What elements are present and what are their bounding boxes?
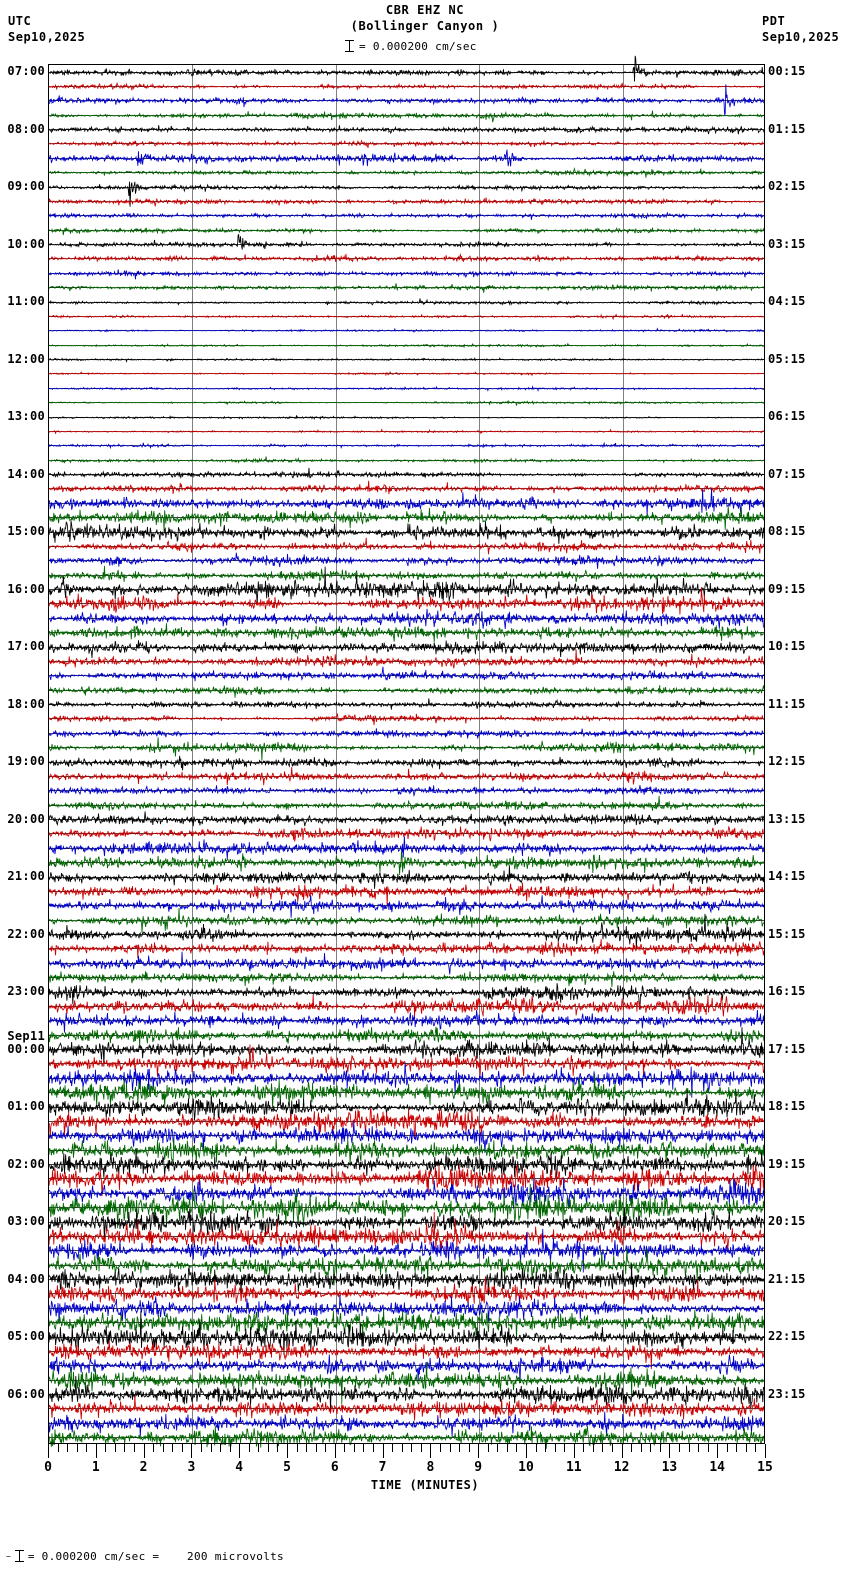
pdt-time-label-2315: 23:15 (768, 1386, 806, 1401)
utc-time-label-0200: 02:00 (7, 1156, 45, 1171)
utc-time-label-1600: 16:00 (7, 581, 45, 596)
minor-tick (698, 1444, 699, 1452)
minor-tick (679, 1444, 680, 1452)
pdt-time-label-0015: 00:15 (768, 64, 806, 79)
minor-tick (373, 1444, 374, 1452)
utc-time-label-0000: 00:00 (7, 1041, 45, 1056)
utc-time-label-1900: 19:00 (7, 754, 45, 769)
minor-tick (201, 1444, 202, 1452)
minor-tick (134, 1444, 135, 1452)
minor-tick (536, 1444, 537, 1452)
minor-tick (211, 1444, 212, 1452)
major-tick-9 (478, 1444, 479, 1458)
pdt-time-label-0715: 07:15 (768, 466, 806, 481)
minor-tick (708, 1444, 709, 1452)
pdt-time-label-2015: 20:15 (768, 1214, 806, 1229)
major-tick-3 (191, 1444, 192, 1458)
pdt-time-label-0815: 08:15 (768, 524, 806, 539)
minor-tick (612, 1444, 613, 1452)
footer-scale-note (6, 1549, 284, 1563)
utc-time-label-1200: 12:00 (7, 351, 45, 366)
footer-marker-icon: ~ (6, 1551, 11, 1561)
pdt-time-label-1315: 13:15 (768, 811, 806, 826)
scale-reference-text: = 0.000200 cm/sec (359, 39, 477, 53)
minor-tick (325, 1444, 326, 1452)
utc-time-label-0100: 01:00 (7, 1099, 45, 1114)
pdt-time-label-2215: 22:15 (768, 1329, 806, 1344)
utc-date-label: Sep10,2025 (8, 30, 86, 44)
major-tick-11 (574, 1444, 575, 1458)
major-tick-13 (669, 1444, 670, 1458)
pdt-time-label-2115: 21:15 (768, 1271, 806, 1286)
utc-time-label-1100: 11:00 (7, 294, 45, 309)
minor-tick (516, 1444, 517, 1452)
pdt-time-label-1015: 10:15 (768, 639, 806, 654)
pdt-time-label-0915: 09:15 (768, 581, 806, 596)
x-tick-label-7: 7 (378, 1460, 387, 1475)
minor-tick (736, 1444, 737, 1452)
utc-time-label-0600: 06:00 (7, 1386, 45, 1401)
minor-tick (583, 1444, 584, 1452)
x-tick-label-10: 10 (518, 1460, 534, 1475)
minor-tick (306, 1444, 307, 1452)
pdt-time-label-1115: 11:15 (768, 696, 806, 711)
utc-timezone-label: UTC (8, 14, 32, 28)
pdt-time-axis (768, 0, 850, 1584)
x-tick-label-13: 13 (661, 1460, 678, 1475)
x-tick-label-4: 4 (235, 1460, 244, 1475)
minor-tick (631, 1444, 632, 1452)
minor-tick (488, 1444, 489, 1452)
minor-tick (459, 1444, 460, 1452)
pdt-time-label-1915: 19:15 (768, 1156, 806, 1171)
utc-time-label-1500: 15:00 (7, 524, 45, 539)
x-tick-label-3: 3 (187, 1460, 196, 1475)
pdt-date-label: Sep10,2025 (762, 30, 840, 44)
minor-tick (555, 1444, 556, 1452)
minor-tick (268, 1444, 269, 1452)
minor-tick (153, 1444, 154, 1452)
utc-time-label-1300: 13:00 (7, 409, 45, 424)
minor-tick (354, 1444, 355, 1452)
pdt-time-label-0315: 03:15 (768, 236, 806, 251)
minor-tick (220, 1444, 221, 1452)
minor-tick (497, 1444, 498, 1452)
pdt-time-label-0415: 04:15 (768, 294, 806, 309)
major-tick-4 (239, 1444, 240, 1458)
minor-tick (602, 1444, 603, 1452)
major-tick-12 (622, 1444, 623, 1458)
minor-tick (727, 1444, 728, 1452)
major-tick-2 (144, 1444, 145, 1458)
minor-tick (58, 1444, 59, 1452)
minor-tick (755, 1444, 756, 1452)
minor-tick (277, 1444, 278, 1452)
utc-time-label-0500: 05:00 (7, 1329, 45, 1344)
minor-tick (172, 1444, 173, 1452)
utc-time-label-2100: 21:00 (7, 869, 45, 884)
minor-tick (641, 1444, 642, 1452)
minor-tick (363, 1444, 364, 1452)
pdt-time-label-1415: 14:15 (768, 869, 806, 884)
minor-tick (411, 1444, 412, 1452)
pdt-time-label-0615: 06:15 (768, 409, 806, 424)
minor-tick (344, 1444, 345, 1452)
pdt-time-label-0515: 05:15 (768, 351, 806, 366)
x-tick-label-15: 15 (757, 1460, 773, 1475)
pdt-time-label-1815: 18:15 (768, 1099, 806, 1114)
minor-tick (297, 1444, 298, 1452)
major-tick-15 (765, 1444, 766, 1458)
pdt-time-label-1515: 15:15 (768, 926, 806, 941)
major-tick-5 (287, 1444, 288, 1458)
x-tick-label-5: 5 (283, 1460, 291, 1475)
pdt-timezone-label: PDT (762, 14, 786, 28)
utc-time-label-Sep11: Sep11 (7, 1028, 45, 1043)
pdt-time-label-1215: 12:15 (768, 754, 806, 769)
station-subtitle: (Bollinger Canyon ) (350, 19, 500, 33)
minor-tick (115, 1444, 116, 1452)
station-title: CBR EHZ NC (385, 3, 465, 17)
x-tick-label-9: 9 (474, 1460, 483, 1475)
utc-time-label-0700: 07:00 (7, 64, 45, 79)
minor-tick (545, 1444, 546, 1452)
major-tick-6 (335, 1444, 336, 1458)
minor-tick (182, 1444, 183, 1452)
minor-tick (440, 1444, 441, 1452)
minor-tick (450, 1444, 451, 1452)
utc-time-label-0800: 08:00 (7, 121, 45, 136)
utc-time-axis (0, 0, 45, 1584)
minor-tick (77, 1444, 78, 1452)
utc-time-label-2200: 22:00 (7, 926, 45, 941)
seismic-traces (49, 65, 764, 1443)
pdt-time-label-0215: 02:15 (768, 179, 806, 194)
major-tick-14 (717, 1444, 718, 1458)
utc-time-label-2000: 20:00 (7, 811, 45, 826)
x-tick-label-11: 11 (565, 1460, 582, 1475)
minor-tick (105, 1444, 106, 1452)
major-tick-10 (526, 1444, 527, 1458)
footer-text: = 0.000200 cm/sec = 200 microvolts (27, 1549, 284, 1563)
minor-tick (469, 1444, 470, 1452)
minor-tick (249, 1444, 250, 1452)
x-tick-label-6: 6 (330, 1460, 339, 1475)
x-tick-label-14: 14 (709, 1460, 726, 1475)
minor-tick (86, 1444, 87, 1452)
minor-tick (660, 1444, 661, 1452)
x-tick-label-1: 1 (91, 1460, 100, 1475)
major-tick-1 (96, 1444, 97, 1458)
helicorder-plot[interactable] (48, 64, 765, 1444)
x-axis-tick-labels (0, 1460, 850, 1476)
pdt-time-label-0115: 01:15 (768, 121, 806, 136)
utc-time-label-0900: 09:00 (7, 179, 45, 194)
x-axis-ticks (48, 1444, 765, 1460)
minor-tick (650, 1444, 651, 1452)
utc-time-label-2300: 23:00 (7, 984, 45, 999)
minor-tick (67, 1444, 68, 1452)
minor-tick (564, 1444, 565, 1452)
utc-time-label-1800: 18:00 (7, 696, 45, 711)
x-tick-label-0: 0 (44, 1460, 52, 1475)
major-tick-8 (430, 1444, 431, 1458)
minor-tick (124, 1444, 125, 1452)
utc-time-label-1700: 17:00 (7, 639, 45, 654)
minor-tick (230, 1444, 231, 1452)
minor-tick (258, 1444, 259, 1452)
pdt-time-label-1715: 17:15 (768, 1041, 806, 1056)
utc-time-label-1000: 10:00 (7, 236, 45, 251)
utc-time-label-0300: 03:00 (7, 1214, 45, 1229)
x-tick-label-12: 12 (613, 1460, 630, 1475)
footer-ibeam-icon (15, 1549, 24, 1563)
major-tick-7 (383, 1444, 384, 1458)
x-tick-label-2: 2 (139, 1460, 148, 1475)
minor-tick (689, 1444, 690, 1452)
minor-tick (392, 1444, 393, 1452)
x-tick-label-8: 8 (426, 1460, 435, 1475)
utc-time-label-1400: 14:00 (7, 466, 45, 481)
minor-tick (746, 1444, 747, 1452)
minor-tick (163, 1444, 164, 1452)
minor-tick (507, 1444, 508, 1452)
utc-time-label-0400: 04:00 (7, 1271, 45, 1286)
x-axis-title: TIME (MINUTES) (370, 1478, 480, 1492)
minor-tick (402, 1444, 403, 1452)
major-tick-0 (48, 1444, 49, 1458)
pdt-time-label-1615: 16:15 (768, 984, 806, 999)
minor-tick (593, 1444, 594, 1452)
minor-tick (316, 1444, 317, 1452)
minor-tick (421, 1444, 422, 1452)
